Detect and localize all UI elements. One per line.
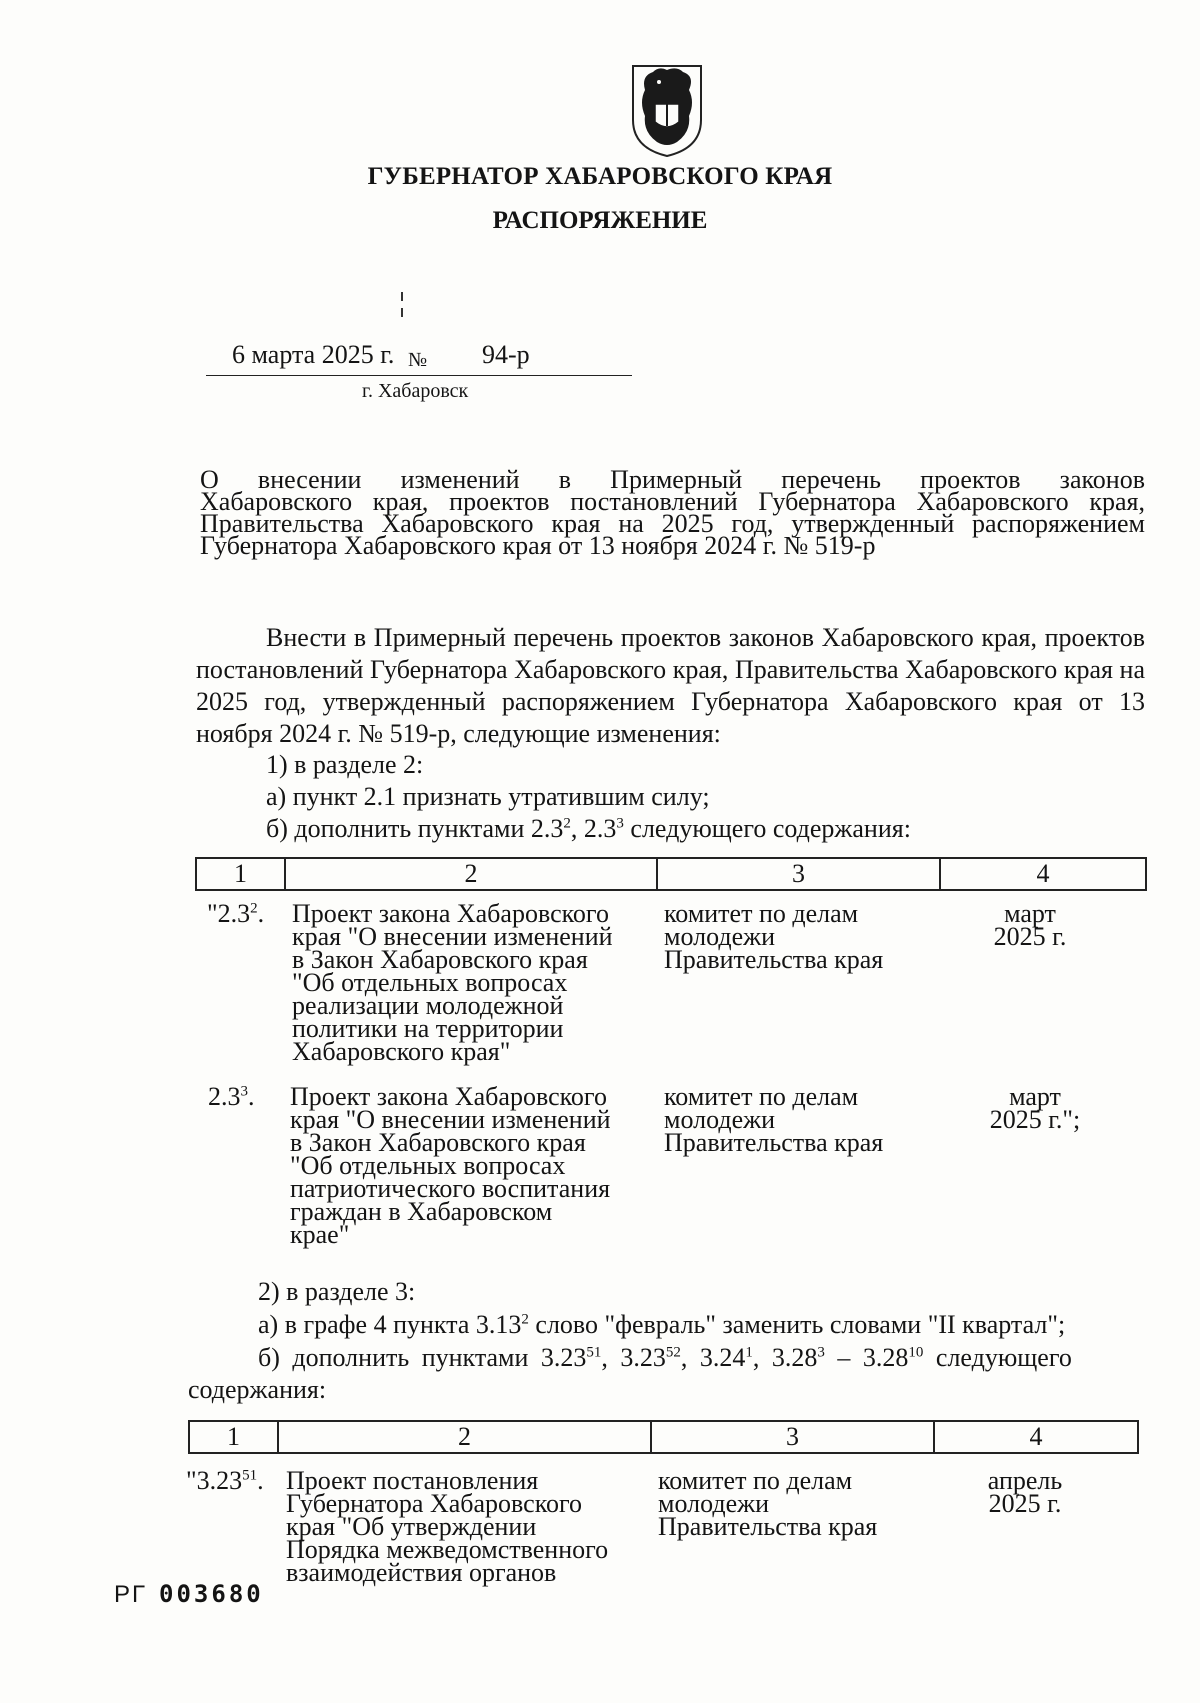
form-serial: РГ 003680: [114, 1580, 264, 1608]
section-1b-item: б) дополнить пунктами $2.3^2$, $2.3^3$ следующего содержания:: [266, 814, 911, 843]
date-underline: [206, 375, 632, 376]
document-number: 94-р: [482, 340, 530, 369]
row-number: "3.23$^{51}$.: [186, 1466, 264, 1495]
intro-paragraph: [196, 622, 1145, 750]
table-header-cell: 4: [1029, 1422, 1043, 1451]
scan-mark: [401, 308, 403, 317]
authority-title: ГУБЕРНАТОР ХАБАРОВСКОГО КРАЯ: [367, 163, 833, 190]
subject-line: Губернатора Хабаровского края от 13 ноября 2024 г. № 519-р: [200, 531, 876, 560]
section-2b-item: б) дополнить пунктами 3.23$^{51}$, 3.23$^{52}$, 3.24$^1$, 3.28$^3$ – 3.28$^{10}$ следующего: [258, 1343, 1072, 1372]
section-2b-continuation: содержания:: [188, 1375, 327, 1404]
coat-of-arms-icon: [629, 62, 705, 158]
table-header-cell: 2: [279, 1422, 652, 1452]
project-title: Проект постановления Губернатора Хабаровского края "Об утверждении Порядка межведомственного взаимодействия органов: [286, 1466, 609, 1587]
document-city: г. Хабаровск: [362, 380, 469, 402]
term: март 2025 г.";: [989, 1082, 1081, 1134]
term: апрель 2025 г.: [987, 1466, 1063, 1518]
table-1-header: [195, 857, 1147, 891]
row-number: "$2.3^2$.: [207, 899, 265, 928]
subject-line: О внесении изменений в Примерный перечень проектов законов: [200, 465, 1145, 494]
term: март 2025 г.: [993, 899, 1067, 951]
section-1a-item: а) пункт 2.1 признать утратившим силу;: [266, 782, 710, 811]
document-subject: [200, 465, 1145, 560]
project-title: Проект закона Хабаровского края "О внесении изменений в Закон Хабаровского края "Об отдельных вопросах патриотического воспитания граждан в Хабаровском крае": [290, 1082, 611, 1249]
scan-mark: [401, 292, 403, 301]
subject-line: Хабаровского края, проектов постановлений Губернатора Хабаровского края,: [200, 487, 1145, 516]
table-header-cell: 4: [1036, 859, 1050, 888]
table-header-cell: 1: [190, 1422, 279, 1452]
table-header-cell: 3: [652, 1422, 935, 1452]
subject-line: Правительства Хабаровского края на 2025 год, утвержденный распоряжением: [200, 509, 1145, 538]
row-number: $2.3^3$.: [208, 1082, 255, 1111]
executor: комитет по делам молодежи Правительства края: [658, 1466, 878, 1541]
section-2a-item: а) в графе 4 пункта 3.13$^2$ слово "февраль" заменить словами "II квартал";: [258, 1310, 1066, 1339]
section-2-item: 2) в разделе 3:: [258, 1277, 416, 1306]
table-header-cell: 2: [286, 859, 658, 889]
table-header-cell: 1: [197, 859, 286, 889]
table-2-header: [188, 1420, 1139, 1454]
table-header-cell: 3: [658, 859, 941, 889]
executor: комитет по делам молодежи Правительства края: [664, 899, 884, 974]
intro-text: Внести в Примерный перечень проектов законов Хабаровского края, проектов постановлений Губернатора Хабаровского края, Правительства Хабаровского края на 2025 год, утвержденный распоряжением Губернатора Хабаровского края от 13 ноября 2024 г. № 519-р, следующие изменения:: [196, 623, 1145, 748]
project-title: Проект закона Хабаровского края "О внесении изменений в Закон Хабаровского края "Об отдельных вопросах реализации молодежной политики на территории Хабаровского края": [292, 899, 613, 1066]
document-type: РАСПОРЯЖЕНИЕ: [492, 207, 708, 234]
document-date: 6 марта 2025 г.: [232, 340, 395, 369]
section-1-item: 1) в разделе 2:: [266, 750, 424, 779]
number-sign: №: [408, 349, 428, 371]
executor: комитет по делам молодежи Правительства края: [664, 1082, 884, 1157]
